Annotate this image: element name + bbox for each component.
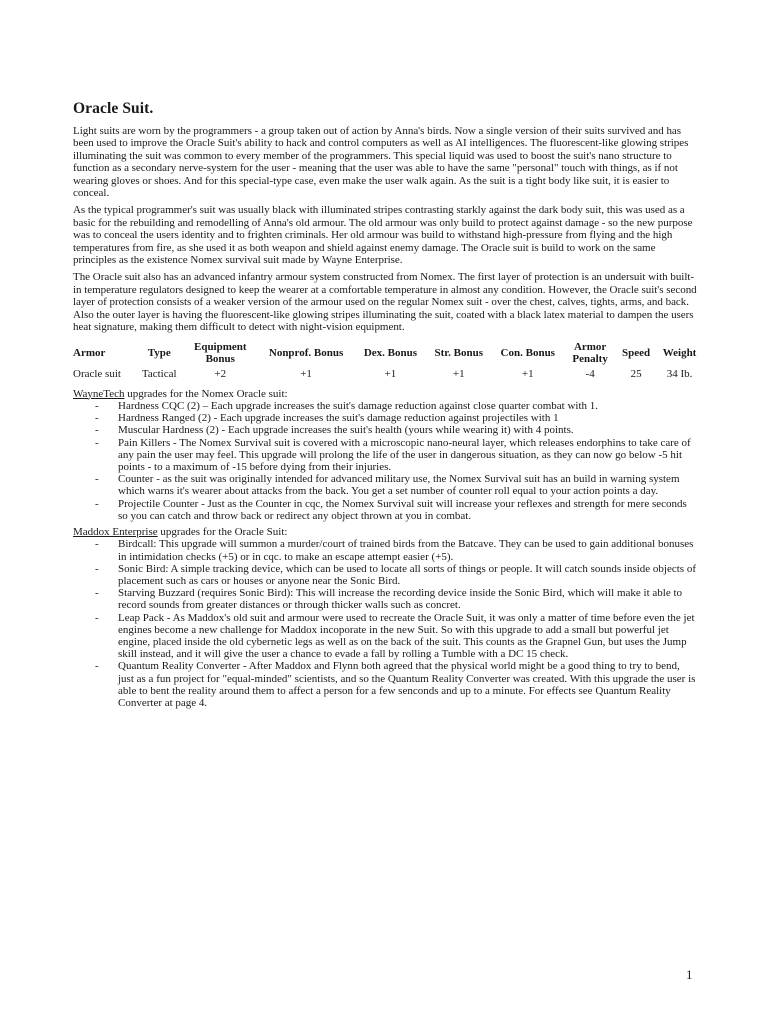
- cell-weight: 34 Ib.: [666, 367, 693, 380]
- list-dash: -: [95, 473, 99, 486]
- upgrade-leap-pack: Leap Pack - As Maddox's old suit and armour were used to recreate the Oracle Suit, it was only a matter of time before even the jet engines become a new challenge for Maddox incoporate in the new Suit. So with this upgrade to add a small but powerful jet engine, placed inside the old cybernetic legs as well as on the back of the suit. This counts as the Grapnel Gun, but uses the Jump skill instead, and it will give the user a chance to evade a fall by rolling a Tumble with a DC 15 check.: [118, 611, 695, 661]
- table-row: [73, 366, 703, 382]
- waynetech-upgrade-list: [73, 400, 698, 522]
- armor-stats-table: [73, 340, 703, 382]
- list-item: [73, 660, 698, 709]
- list-item: [73, 612, 698, 661]
- list-dash: -: [95, 660, 99, 673]
- maddox-heading-rest: upgrades for the Oracle Suit:: [157, 525, 288, 538]
- list-dash: -: [95, 538, 99, 551]
- upgrade-projectile-counter: Projectile Counter - Just as the Counter in cqc, the Nomex Survival suit will increase your reflexes and strength for mere seconds so you can catch and throw back or redirect any object thrown at you in combat.: [118, 497, 687, 522]
- cell-type: Tactical: [141, 367, 177, 380]
- list-dash: -: [95, 399, 99, 412]
- list-dash: -: [95, 497, 99, 510]
- header-dex-bonus: Dex. Bonus: [363, 346, 418, 359]
- list-item: [73, 400, 698, 412]
- cell-con-bonus: +1: [521, 367, 534, 380]
- list-item: [73, 538, 698, 562]
- cell-dex-bonus: +1: [384, 367, 397, 380]
- cell-speed: 25: [630, 367, 642, 380]
- list-dash: -: [95, 562, 99, 575]
- upgrade-hardness-cqc: Hardness CQC (2) – Each upgrade increases the suit's damage reduction against close quarter combat with 1.: [118, 399, 599, 412]
- maddox-heading: [73, 526, 698, 538]
- document-title: Oracle Suit.: [73, 100, 154, 117]
- header-type: Type: [147, 346, 171, 359]
- document-page: [73, 100, 698, 709]
- list-dash: -: [95, 412, 99, 425]
- cell-str-bonus: +1: [452, 367, 465, 380]
- list-item: [73, 412, 698, 424]
- cell-equipment-bonus: +2: [214, 367, 227, 380]
- header-armor: Armor: [73, 346, 106, 359]
- list-dash: -: [95, 436, 99, 449]
- list-item: [73, 498, 698, 522]
- cell-armor-penalty: -4: [585, 367, 595, 380]
- table-header-row: [73, 340, 703, 366]
- upgrade-birdcall: Birdcall: This upgrade will summon a murder/court of trained birds from the Batcave. They can be used to gain additional bonuses in intimidation checks (+5) or in cqc. to make an escape attempt easier (+5).: [118, 538, 694, 563]
- cell-armor: Oracle suit: [73, 367, 121, 380]
- paragraph-armour-system: The Oracle suit also has an advanced infantry armour system constructed from Nomex. The first layer of protection is an undersuit with built-in temperature regulators designed to keep the wearer at a comfortable temperature in almost any condition. However, the Oracle suit's second layer of protection consists of a weaker version of the armour used on the regular Nomex suit - over the chest, calves, tights, arms, and back. Also the outer layer is having the fluorescent-like glowing stripes illuminating the suit, coated with a black latex material to dampen the users heat signature, making them difficult to detect with night-vision equipment.: [73, 271, 697, 334]
- list-dash: -: [95, 611, 99, 624]
- list-item: [73, 437, 698, 474]
- header-nonprof-bonus: Nonprof. Bonus: [268, 346, 344, 359]
- upgrade-starving-buzzard: Starving Buzzard (requires Sonic Bird): This will increase the recording device inside the Sonic Bird, which will make it able to record sounds from greater distances or through thicker walls such as concret.: [118, 587, 683, 612]
- header-armor-penalty: Armor Penalty: [572, 340, 608, 365]
- waynetech-link: WayneTech: [73, 387, 125, 400]
- upgrade-pain-killers: Pain Killers - The Nomex Survival suit is covered with a microscopic nano-neural layer, which releases endorphins to take care of any pain the user may feel. This upgrade will prolong the life of the user in dangerous situation, as they can now go below -5 hit points - to a maximum of -15 before dying from their injuries.: [118, 436, 691, 473]
- list-dash: -: [95, 587, 99, 600]
- header-weight: Weight: [662, 346, 697, 359]
- header-str-bonus: Str. Bonus: [434, 346, 483, 359]
- list-item: [73, 424, 698, 436]
- list-item: [73, 563, 698, 587]
- upgrade-hardness-ranged: Hardness Ranged (2) - Each upgrade increases the suit's damage reduction against projectiles with 1: [118, 412, 559, 425]
- page-number: 1: [686, 967, 693, 982]
- paragraph-design: As the typical programmer's suit was usually black with illuminated stripes contrasting starkly against the dark body suit, this was used as a basic for the rebuilding and remodelling of Anna's old armour. The old armour was only build to protect against damage - so the new purpose was to conceal the users identity and to frighten criminals. Her old armour was build to withstand high-pressure from flying and the high temperatures from fire, as she used it as both weapon and shield against enemy damage. The Oracle suit is build to work on the same principles as the existence Nomex survival suit made by Wayne Enterprise.: [73, 204, 693, 267]
- header-speed: Speed: [622, 346, 651, 359]
- waynetech-heading-rest: upgrades for the Nomex Oracle suit:: [124, 387, 288, 400]
- maddox-link: Maddox Enterprise: [73, 525, 158, 538]
- upgrade-muscular-hardness: Muscular Hardness (2) - Each upgrade increases the suit's health (yours while wearing it) with 4 points.: [118, 424, 574, 437]
- cell-nonprof-bonus: +1: [300, 367, 312, 380]
- upgrade-counter: Counter - as the suit was originally intended for advanced military use, the Nomex Survival suit has an build in warning system which warns it's wearer about attacks from the back. You get a set number of counter roll equal to your action points a day.: [118, 473, 680, 498]
- list-item: [73, 587, 698, 611]
- header-equipment-bonus: Equipment Bonus: [193, 340, 247, 365]
- upgrade-quantum-reality-converter: Quantum Reality Converter - After Maddox and Flynn both agreed that the physical world might be a good thing to try to bend, just as a fun project for "equal-minded" scientists, and so the Quantum Reality Converter was created. With this upgrade the user is able to bent the reality around them to affect a person for a few senconds and up to a minute. For effects see Quantum Reality Converter at page 4.: [118, 660, 696, 709]
- header-con-bonus: Con. Bonus: [500, 346, 555, 359]
- upgrade-sonic-bird: Sonic Bird: A simple tracking device, which can be used to locate all sorts of things or people. It will catch sounds inside objects of placement such as cars or houses or anyone near the Sonic Bird.: [118, 562, 696, 587]
- paragraph-intro: Light suits are worn by the programmers - a group taken out of action by Anna's birds. Now a single version of their suits survived and has been used to improve the Oracle Suit's ability to hack and control computers as well as AI intelligences. The fluorescent-like glowing stripes illuminating the suit was common to every member of the programmers. This special liquid was used to boost the suit's nano structure to function as a secondary nerve-system for the user - meaning that the user was able to have the same "personal" touch with things, as if not wearing gloves or shoes. And for this special-type case, even make the user walk again. As the suit is a tight body like suit, it is easier to conceal.: [73, 125, 689, 200]
- list-item: [73, 473, 698, 497]
- list-dash: -: [95, 424, 99, 437]
- maddox-upgrade-list: [73, 538, 698, 709]
- waynetech-heading: [73, 388, 698, 400]
